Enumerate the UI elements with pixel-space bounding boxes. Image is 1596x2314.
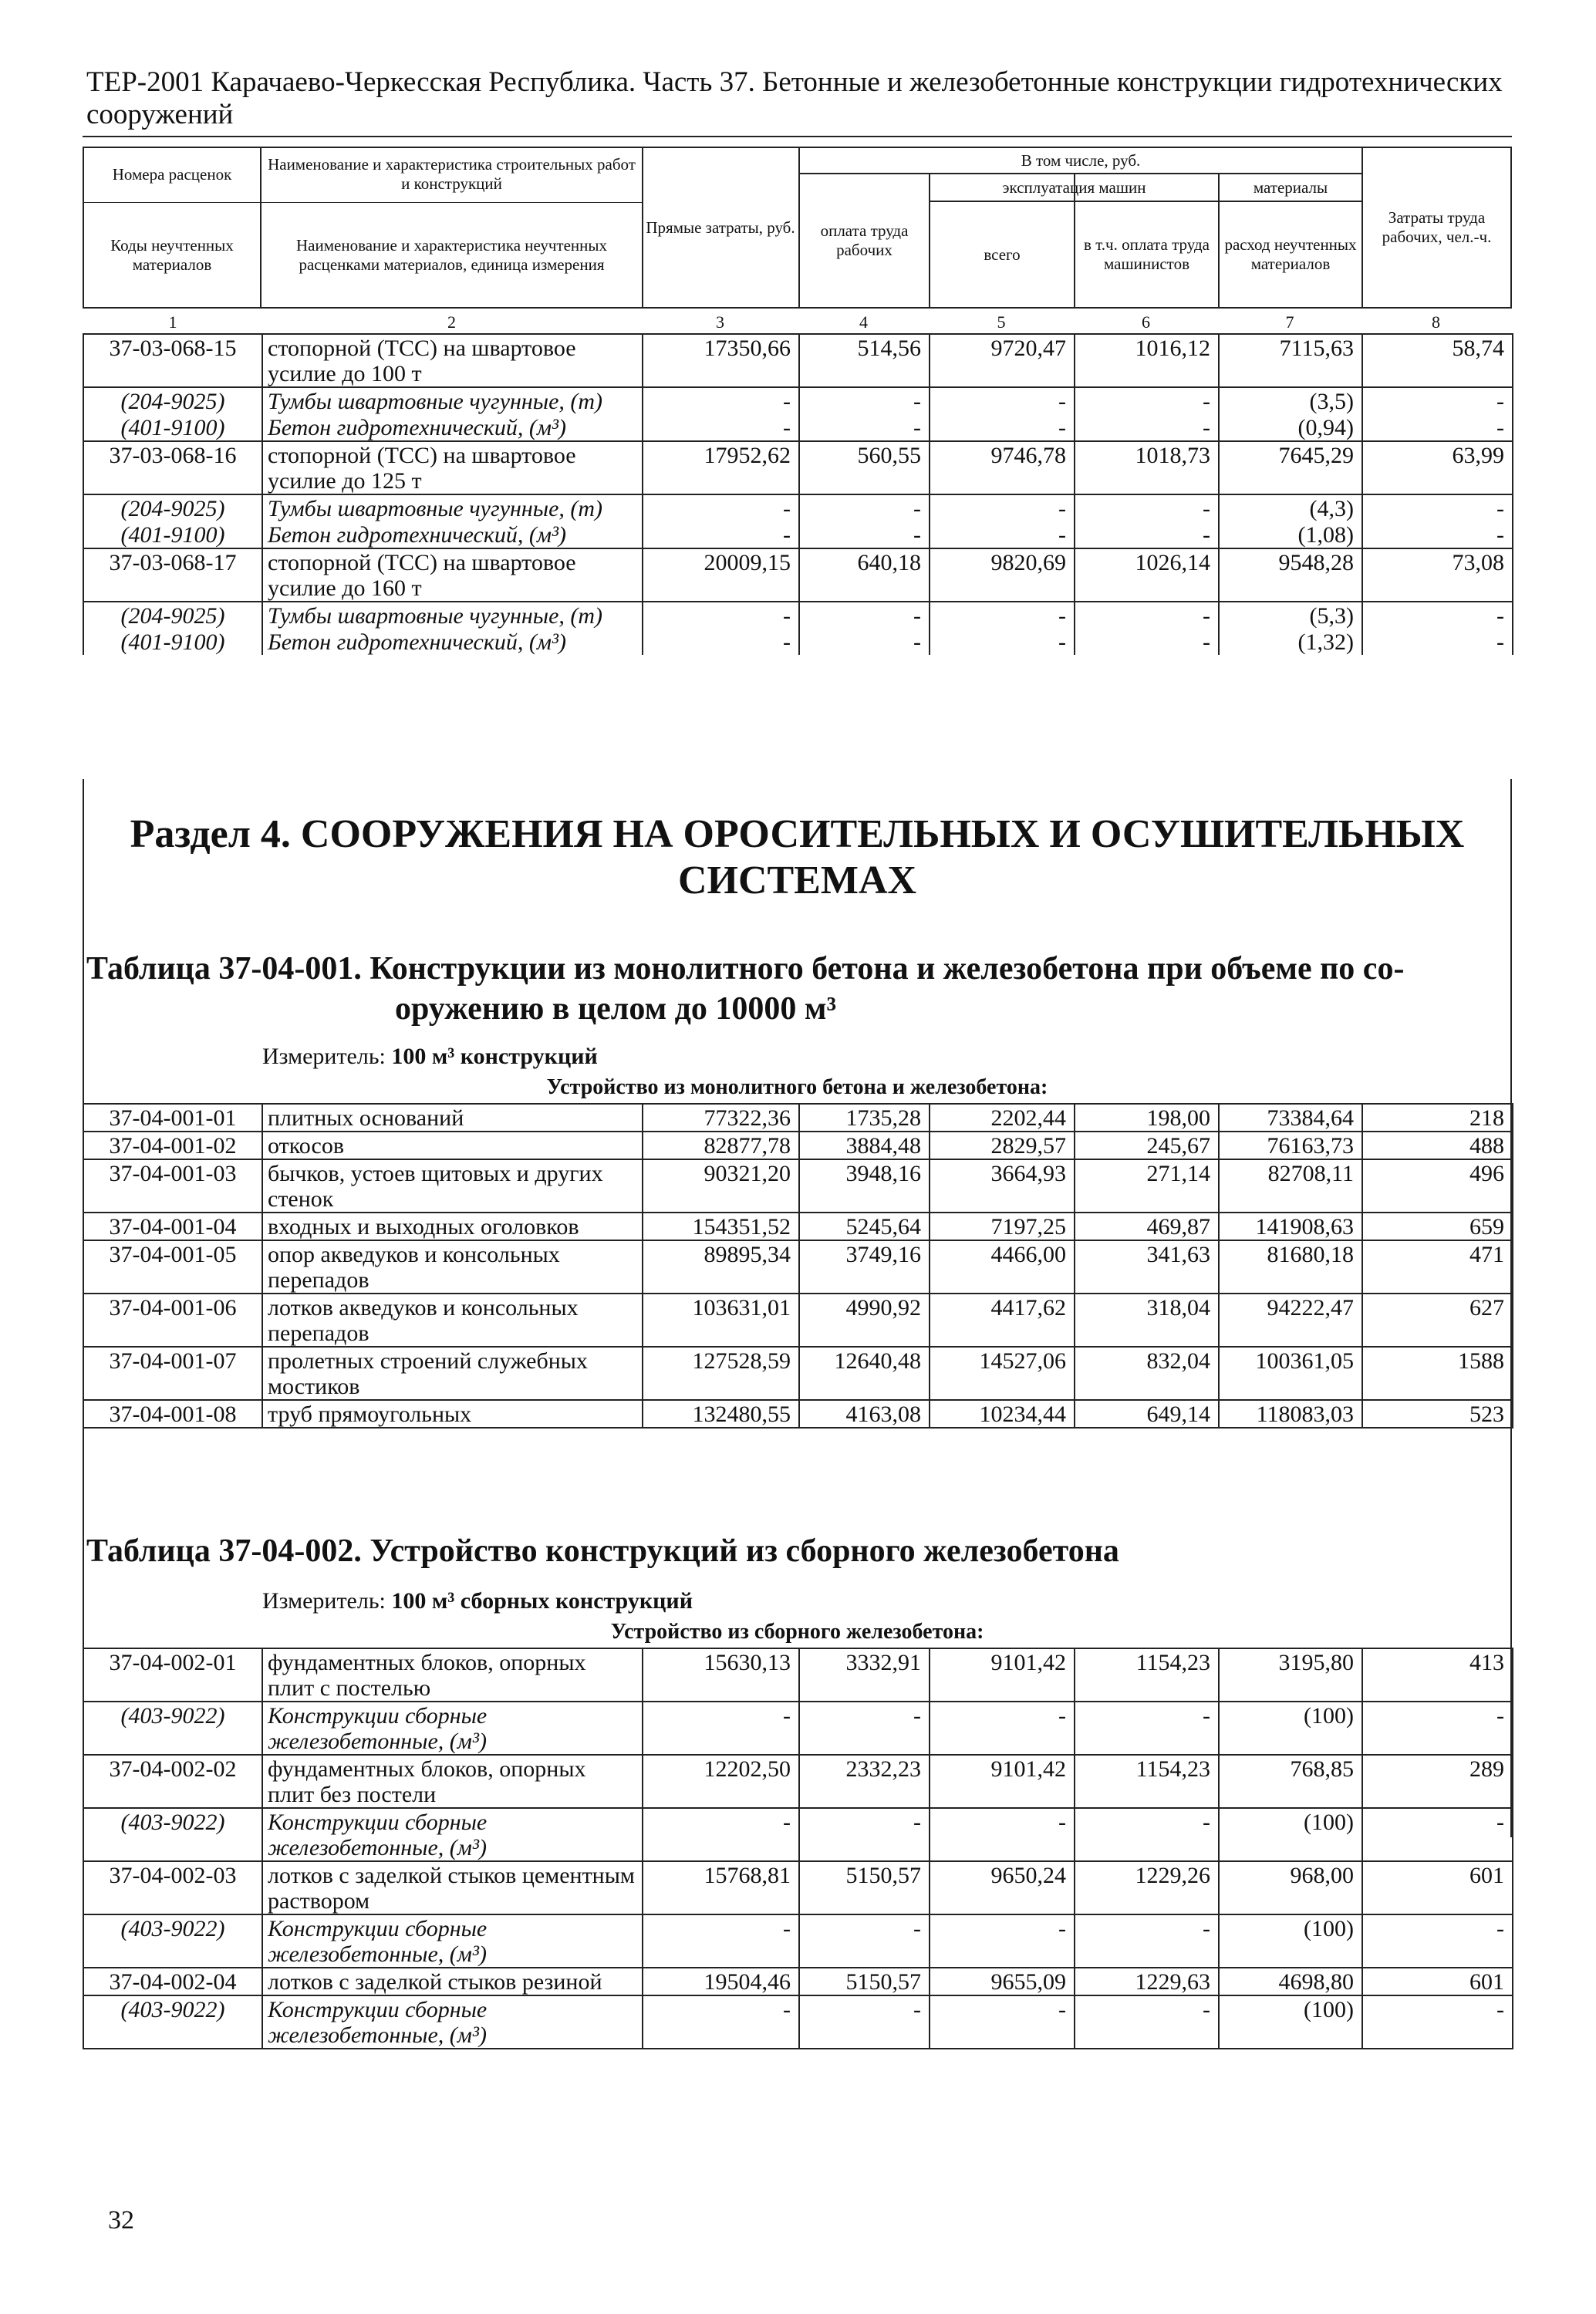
value-cell: 9820,69: [930, 548, 1075, 602]
work-description: опор акведуков и консольных перепадов: [262, 1240, 643, 1294]
value-cell: -: [799, 414, 930, 441]
table-row: [83, 1159, 1513, 1213]
value-cell: (4,3): [1219, 494, 1362, 521]
col-num-8: 8: [1432, 312, 1440, 332]
table1-measure: Измеритель: 100 м³ конструкций: [262, 1044, 598, 1069]
rate-code: 37-04-001-04: [83, 1213, 262, 1240]
value-cell: -: [799, 387, 930, 414]
value-cell: 3664,93: [930, 1159, 1075, 1213]
value-cell: -: [1075, 1914, 1219, 1968]
value-cell: -: [643, 1808, 799, 1861]
rate-code: 37-03-068-17: [83, 548, 262, 602]
rate-code: 37-04-001-01: [83, 1104, 262, 1132]
value-cell: -: [643, 1702, 799, 1755]
value-cell: -: [799, 629, 930, 655]
work-description: лотков с заделкой стыков резиной: [262, 1968, 643, 1995]
table1: [83, 1103, 1513, 1429]
table-row: [83, 334, 1513, 387]
table2-measure: Измеритель: 100 м³ сборных конструкций: [262, 1588, 693, 1614]
table-row: [83, 1104, 1513, 1132]
value-cell: -: [1362, 1995, 1513, 2049]
work-description: Конструкции сборные железобетонные, (м³): [262, 1808, 643, 1861]
table-row: [83, 1347, 1513, 1400]
rate-code: (401-9100): [83, 414, 262, 441]
value-cell: 3884,48: [799, 1132, 930, 1159]
value-cell: 100361,05: [1219, 1347, 1362, 1400]
value-cell: 3195,80: [1219, 1648, 1362, 1702]
value-cell: 127528,59: [643, 1347, 799, 1400]
value-cell: -: [1075, 602, 1219, 629]
value-cell: -: [643, 602, 799, 629]
value-cell: (3,5): [1219, 387, 1362, 414]
value-cell: 218: [1362, 1104, 1513, 1132]
value-cell: 640,18: [799, 548, 930, 602]
title-divider: [83, 136, 1512, 137]
table2-title: Таблица 37-04-002. Устройство конструкций из сборного железобетона: [86, 1533, 1119, 1569]
value-cell: -: [799, 1995, 930, 2049]
work-description: откосов: [262, 1132, 643, 1159]
value-cell: -: [1075, 1995, 1219, 2049]
rate-code: 37-04-002-03: [83, 1861, 262, 1914]
table-row: [83, 1213, 1513, 1240]
value-cell: 1735,28: [799, 1104, 930, 1132]
value-cell: 768,85: [1219, 1755, 1362, 1808]
value-cell: -: [930, 1914, 1075, 1968]
table1-title: Таблица 37-04-001. Конструкции из монолитного бетона и железобетона при объеме по со- оружению в целом до 10000 м³: [86, 951, 1405, 1027]
rate-code: 37-04-002-01: [83, 1648, 262, 1702]
value-cell: -: [930, 414, 1075, 441]
table-row: [83, 1648, 1513, 1702]
value-cell: 3948,16: [799, 1159, 930, 1213]
value-cell: -: [799, 1914, 930, 1968]
work-description: стопорной (ТСС) на швартовое усилие до 160 т: [262, 548, 643, 602]
value-cell: (100): [1219, 1702, 1362, 1755]
value-cell: (100): [1219, 1914, 1362, 1968]
work-description: Конструкции сборные железобетонные, (м³): [262, 1914, 643, 1968]
value-cell: 413: [1362, 1648, 1513, 1702]
table1-subheader: Устройство из монолитного бетона и железобетона:: [546, 1075, 1048, 1099]
value-cell: -: [930, 494, 1075, 521]
value-cell: 82877,78: [643, 1132, 799, 1159]
table-row: [83, 1240, 1513, 1294]
work-description: входных и выходных оголовков: [262, 1213, 643, 1240]
col-label-machines: эксплуатация машин: [1002, 177, 1146, 197]
work-description: Бетон гидротехнический, (м³): [262, 629, 643, 655]
value-cell: -: [799, 1702, 930, 1755]
value-cell: 1018,73: [1075, 441, 1219, 494]
value-cell: (5,3): [1219, 602, 1362, 629]
value-cell: -: [643, 494, 799, 521]
material-row: [83, 1995, 1513, 2049]
value-cell: -: [1362, 521, 1513, 548]
section-title: Раздел 4. СООРУЖЕНИЯ НА ОРОСИТЕЛЬНЫХ И ОСУШИТЕЛЬНЫХ СИСТЕМАХ: [130, 812, 1465, 902]
value-cell: -: [1075, 494, 1219, 521]
value-cell: -: [930, 521, 1075, 548]
value-cell: 9650,24: [930, 1861, 1075, 1914]
value-cell: 7115,63: [1219, 334, 1362, 387]
work-description: плитных оснований: [262, 1104, 643, 1132]
col-label-work-name: Наименование и характеристика строительных работ и конструкций: [268, 155, 636, 193]
value-cell: 4990,92: [799, 1294, 930, 1347]
value-cell: 9655,09: [930, 1968, 1075, 1995]
rate-code: (401-9100): [83, 521, 262, 548]
rate-code: (403-9022): [83, 1702, 262, 1755]
value-cell: 7197,25: [930, 1213, 1075, 1240]
table-row: [83, 441, 1513, 494]
value-cell: 649,14: [1075, 1400, 1219, 1428]
value-cell: -: [930, 1702, 1075, 1755]
value-cell: 4466,00: [930, 1240, 1075, 1294]
col-num-7: 7: [1285, 312, 1294, 332]
value-cell: 73384,64: [1219, 1104, 1362, 1132]
page-number: 32: [108, 2206, 134, 2235]
work-description: бычков, устоев щитовых и других стенок: [262, 1159, 643, 1213]
value-cell: -: [930, 629, 1075, 655]
col-num-4: 4: [859, 312, 868, 332]
value-cell: 9720,47: [930, 334, 1075, 387]
col-label-worker-pay: оплата труда рабочих: [820, 221, 909, 259]
material-row: [83, 387, 1513, 414]
rate-code: 37-04-002-02: [83, 1755, 262, 1808]
col-label-labor-costs: Затраты труда рабочих, чел.-ч.: [1382, 208, 1492, 246]
value-cell: 9101,42: [930, 1648, 1075, 1702]
material-row: [83, 1702, 1513, 1755]
value-cell: 90321,20: [643, 1159, 799, 1213]
value-cell: 3332,91: [799, 1648, 930, 1702]
value-cell: 12640,48: [799, 1347, 930, 1400]
value-cell: -: [1362, 414, 1513, 441]
value-cell: 3749,16: [799, 1240, 930, 1294]
value-cell: -: [930, 1995, 1075, 2049]
rate-code: (204-9025): [83, 602, 262, 629]
work-description: труб прямоугольных: [262, 1400, 643, 1428]
value-cell: -: [930, 602, 1075, 629]
value-cell: -: [1362, 602, 1513, 629]
value-cell: 560,55: [799, 441, 930, 494]
rate-code: 37-04-001-06: [83, 1294, 262, 1347]
col-num-3: 3: [716, 312, 724, 332]
value-cell: 1154,23: [1075, 1755, 1219, 1808]
value-cell: 77322,36: [643, 1104, 799, 1132]
work-description: лотков акведуков и консольных перепадов: [262, 1294, 643, 1347]
value-cell: -: [1075, 629, 1219, 655]
value-cell: -: [643, 387, 799, 414]
value-cell: -: [1362, 1914, 1513, 1968]
value-cell: 1154,23: [1075, 1648, 1219, 1702]
col-label-material-consumption: расход неучтенных материалов: [1224, 235, 1357, 273]
material-row: [83, 521, 1513, 548]
col-label-material-name: Наименование и характеристика неучтенных расценками материалов, единица измерения: [296, 236, 607, 274]
material-row: [83, 1808, 1513, 1861]
value-cell: 73,08: [1362, 548, 1513, 602]
value-cell: -: [1075, 1702, 1219, 1755]
value-cell: 245,67: [1075, 1132, 1219, 1159]
rate-code: 37-04-001-05: [83, 1240, 262, 1294]
table-row: [83, 1132, 1513, 1159]
work-description: Бетон гидротехнический, (м³): [262, 414, 643, 441]
work-description: Тумбы швартовные чугунные, (т): [262, 602, 643, 629]
value-cell: 1229,26: [1075, 1861, 1219, 1914]
work-description: Конструкции сборные железобетонные, (м³): [262, 1995, 643, 2049]
value-cell: 154351,52: [643, 1213, 799, 1240]
value-cell: 271,14: [1075, 1159, 1219, 1213]
value-cell: (1,08): [1219, 521, 1362, 548]
material-row: [83, 629, 1513, 655]
value-cell: -: [799, 1808, 930, 1861]
rate-code: 37-04-001-03: [83, 1159, 262, 1213]
value-cell: 601: [1362, 1968, 1513, 1995]
rate-code: 37-03-068-15: [83, 334, 262, 387]
material-row: [83, 414, 1513, 441]
value-cell: 9548,28: [1219, 548, 1362, 602]
rate-code: (403-9022): [83, 1995, 262, 2049]
table2: [83, 1648, 1513, 2049]
value-cell: 9101,42: [930, 1755, 1075, 1808]
frame-right: [1510, 779, 1512, 1837]
rate-code: 37-04-001-07: [83, 1347, 262, 1400]
table-row: [83, 1968, 1513, 1995]
col-label-machinist-pay: в т.ч. оплата труда машинистов: [1084, 235, 1210, 273]
value-cell: -: [1362, 1702, 1513, 1755]
value-cell: 89895,34: [643, 1240, 799, 1294]
value-cell: 4163,08: [799, 1400, 930, 1428]
value-cell: -: [1362, 1808, 1513, 1861]
value-cell: 5150,57: [799, 1861, 930, 1914]
value-cell: 58,74: [1362, 334, 1513, 387]
value-cell: 17952,62: [643, 441, 799, 494]
rates-table-top: [83, 333, 1513, 655]
value-cell: 2829,57: [930, 1132, 1075, 1159]
value-cell: 20009,15: [643, 548, 799, 602]
value-cell: 63,99: [1362, 441, 1513, 494]
value-cell: -: [643, 521, 799, 548]
value-cell: 318,04: [1075, 1294, 1219, 1347]
material-row: [83, 494, 1513, 521]
work-description: стопорной (ТСС) на швартовое усилие до 125 т: [262, 441, 643, 494]
col-num-2: 2: [447, 312, 456, 332]
value-cell: 514,56: [799, 334, 930, 387]
work-description: стопорной (ТСС) на швартовое усилие до 100 т: [262, 334, 643, 387]
value-cell: -: [799, 521, 930, 548]
value-cell: 7645,29: [1219, 441, 1362, 494]
value-cell: -: [1075, 387, 1219, 414]
rate-code: (401-9100): [83, 629, 262, 655]
work-description: Конструкции сборные железобетонные, (м³): [262, 1702, 643, 1755]
value-cell: -: [643, 1914, 799, 1968]
value-cell: 601: [1362, 1861, 1513, 1914]
work-description: фундаментных блоков, опорных плит без постели: [262, 1755, 643, 1808]
col-label-direct-costs: Прямые затраты, руб.: [646, 218, 795, 237]
value-cell: (1,32): [1219, 629, 1362, 655]
value-cell: -: [1075, 414, 1219, 441]
value-cell: -: [930, 387, 1075, 414]
table-row: [83, 548, 1513, 602]
col-num-5: 5: [997, 312, 1006, 332]
value-cell: 471: [1362, 1240, 1513, 1294]
value-cell: 496: [1362, 1159, 1513, 1213]
col-num-1: 1: [168, 312, 177, 332]
value-cell: 1026,14: [1075, 548, 1219, 602]
value-cell: 19504,46: [643, 1968, 799, 1995]
material-row: [83, 1914, 1513, 1968]
value-cell: -: [1362, 387, 1513, 414]
value-cell: 523: [1362, 1400, 1513, 1428]
value-cell: 76163,73: [1219, 1132, 1362, 1159]
value-cell: 132480,55: [643, 1400, 799, 1428]
page-title: ТЕР-2001 Карачаево-Черкесская Республика. Часть 37. Бетонные и железобетонные конструкции гидротехнических сооружений: [86, 66, 1503, 130]
rate-code: (403-9022): [83, 1808, 262, 1861]
col-label-including: В том числе, руб.: [1021, 150, 1141, 170]
value-cell: 14527,06: [930, 1347, 1075, 1400]
value-cell: 4417,62: [930, 1294, 1075, 1347]
value-cell: -: [1075, 521, 1219, 548]
value-cell: 832,04: [1075, 1347, 1219, 1400]
value-cell: 12202,50: [643, 1755, 799, 1808]
value-cell: 118083,03: [1219, 1400, 1362, 1428]
table-row: [83, 1400, 1513, 1428]
value-cell: -: [799, 494, 930, 521]
table2-subheader: Устройство из сборного железобетона:: [610, 1620, 984, 1644]
rate-code: 37-04-001-08: [83, 1400, 262, 1428]
value-cell: 81680,18: [1219, 1240, 1362, 1294]
value-cell: -: [643, 629, 799, 655]
value-cell: 968,00: [1219, 1861, 1362, 1914]
value-cell: (100): [1219, 1995, 1362, 2049]
value-cell: -: [1362, 629, 1513, 655]
rate-code: (204-9025): [83, 387, 262, 414]
value-cell: 15630,13: [643, 1648, 799, 1702]
material-row: [83, 602, 1513, 629]
value-cell: -: [643, 414, 799, 441]
value-cell: 469,87: [1075, 1213, 1219, 1240]
work-description: фундаментных блоков, опорных плит с постелью: [262, 1648, 643, 1702]
value-cell: 5245,64: [799, 1213, 930, 1240]
value-cell: 9746,78: [930, 441, 1075, 494]
rate-code: 37-04-002-04: [83, 1968, 262, 1995]
value-cell: 198,00: [1075, 1104, 1219, 1132]
value-cell: 82708,11: [1219, 1159, 1362, 1213]
rate-code: 37-04-001-02: [83, 1132, 262, 1159]
table-row: [83, 1294, 1513, 1347]
col-label-materials: материалы: [1253, 177, 1328, 197]
work-description: лотков с заделкой стыков цементным раствором: [262, 1861, 643, 1914]
value-cell: -: [799, 602, 930, 629]
value-cell: 1588: [1362, 1347, 1513, 1400]
value-cell: 103631,01: [643, 1294, 799, 1347]
value-cell: (100): [1219, 1808, 1362, 1861]
value-cell: 627: [1362, 1294, 1513, 1347]
value-cell: 488: [1362, 1132, 1513, 1159]
rate-code: 37-03-068-16: [83, 441, 262, 494]
value-cell: 94222,47: [1219, 1294, 1362, 1347]
rate-code: (403-9022): [83, 1914, 262, 1968]
value-cell: 4698,80: [1219, 1968, 1362, 1995]
work-description: Тумбы швартовные чугунные, (т): [262, 387, 643, 414]
work-description: Бетон гидротехнический, (м³): [262, 521, 643, 548]
value-cell: 1016,12: [1075, 334, 1219, 387]
value-cell: 10234,44: [930, 1400, 1075, 1428]
value-cell: 2332,23: [799, 1755, 930, 1808]
value-cell: 659: [1362, 1213, 1513, 1240]
value-cell: 2202,44: [930, 1104, 1075, 1132]
value-cell: (0,94): [1219, 414, 1362, 441]
table-row: [83, 1755, 1513, 1808]
rate-code: (204-9025): [83, 494, 262, 521]
col-label-machines-total: всего: [984, 245, 1021, 264]
table-row: [83, 1861, 1513, 1914]
value-cell: -: [930, 1808, 1075, 1861]
value-cell: 341,63: [1075, 1240, 1219, 1294]
value-cell: 1229,63: [1075, 1968, 1219, 1995]
column-header: [83, 147, 1512, 309]
col-label-material-codes: Коды неучтенных материалов: [110, 236, 234, 274]
value-cell: 5150,57: [799, 1968, 930, 1995]
value-cell: -: [1362, 494, 1513, 521]
value-cell: 289: [1362, 1755, 1513, 1808]
work-description: пролетных строений служебных мостиков: [262, 1347, 643, 1400]
value-cell: 141908,63: [1219, 1213, 1362, 1240]
value-cell: 17350,66: [643, 334, 799, 387]
value-cell: -: [643, 1995, 799, 2049]
work-description: Тумбы швартовные чугунные, (т): [262, 494, 643, 521]
frame-left: [83, 779, 84, 1837]
col-num-6: 6: [1142, 312, 1150, 332]
value-cell: 15768,81: [643, 1861, 799, 1914]
value-cell: -: [1075, 1808, 1219, 1861]
col-label-rates: Номера расценок: [112, 164, 232, 184]
